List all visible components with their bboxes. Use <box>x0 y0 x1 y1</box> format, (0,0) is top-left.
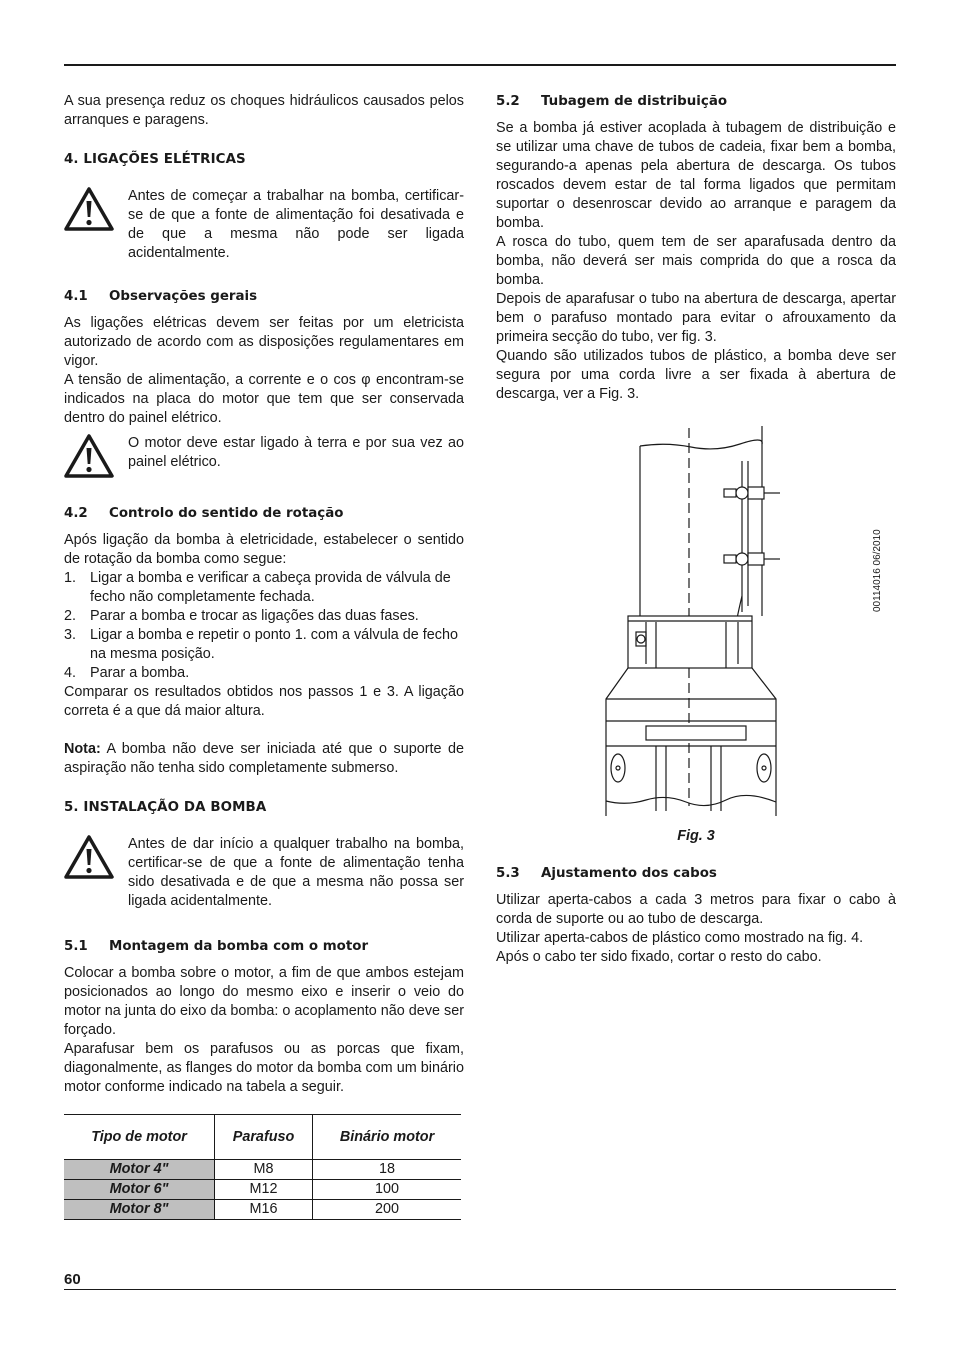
table-header: Parafuso <box>215 1115 313 1160</box>
header-rule <box>64 64 896 66</box>
clamp-upper <box>724 487 780 499</box>
table-cell: Motor 4" <box>64 1160 215 1180</box>
note-label: Nota: <box>64 741 101 757</box>
s41-paragraph-2: A tensão de alimentação, a corrente e o cos φ encontram-se indicados na placa do motor que tem que ser conservada dentro do painel elétrico. <box>64 372 464 426</box>
page-number: 60 <box>64 1271 81 1288</box>
warning-text-1: Antes de começar a trabalhar na bomba, certificar-se de que a fonte de alimentação foi desativada e de que a mesma não pode ser ligada acidentalmente. <box>128 188 464 261</box>
warning-text-2: O motor deve estar ligado à terra e por sua vez ao painel elétrico. <box>128 435 464 470</box>
section-4-2-title: 4.2 Controlo do sentido de rotação <box>64 506 344 521</box>
table-cell: Motor 8" <box>64 1200 215 1220</box>
table-cell: 200 <box>313 1200 461 1220</box>
clamp-lower <box>724 553 780 565</box>
s52-paragraph-1: Se a bomba já estiver acoplada à tubagem de distribuição e se utilizar uma chave de tubos de cadeia, fixar bem a bomba, segurando-a apenas pela abertura de descarga. Os tubos roscados devem estar de tal forma ligados que permitam suportar o desenroscar devido ao arranque e paragem da bomba. <box>496 120 896 231</box>
figure-code: 00114016 06/2010 <box>872 529 883 612</box>
list-item: 2. Parar a bomba e trocar as ligações das duas fases. <box>64 608 419 624</box>
section-5-3-title: 5.3 Ajustamento dos cabos <box>496 866 717 881</box>
warning-icon <box>64 835 114 879</box>
figure-caption: Fig. 3 <box>677 828 715 844</box>
s41-paragraph-1: As ligações elétricas devem ser feitas por um eletricista autorizado de acordo com as disposições regulamentares em vigor. <box>64 315 464 369</box>
table-row <box>64 1200 461 1220</box>
table-header: Binário motor <box>313 1115 461 1160</box>
section-5-title: 5. INSTALAÇÃO DA BOMBA <box>64 800 267 815</box>
s53-paragraph-1: Utilizar aperta-cabos a cada 3 metros para fixar o cabo à corda de suporte ou ao tubo de descarga. <box>496 892 896 927</box>
table-cell: M16 <box>215 1200 313 1220</box>
figure-3 <box>496 416 896 826</box>
footer-rule <box>64 1289 896 1290</box>
table-cell: M8 <box>215 1160 313 1180</box>
intro-paragraph: A sua presença reduz os choques hidráulicos causados pelos arranques e paragens. <box>64 93 464 128</box>
s42-paragraph-1: Após ligação da bomba à eletricidade, estabelecer o sentido de rotação da bomba como segue: <box>64 532 464 567</box>
note-text: A bomba não deve ser iniciada até que o suporte de aspiração não tenha sido completamente submerso. <box>64 741 464 776</box>
right-column <box>496 92 896 967</box>
warning-block-1 <box>64 187 464 263</box>
table-cell: M12 <box>215 1180 313 1200</box>
s53-paragraph-2: Utilizar aperta-cabos de plástico como mostrado na fig. 4. <box>496 930 864 946</box>
s53-paragraph-3: Após o cabo ter sido fixado, cortar o resto do cabo. <box>496 949 822 965</box>
list-item: 4. Parar a bomba. <box>64 665 190 681</box>
rotation-steps-list <box>64 569 464 683</box>
left-column <box>64 92 464 1220</box>
warning-icon <box>64 434 114 478</box>
section-4-1-title: 4.1 Observações gerais <box>64 289 258 304</box>
s51-paragraph-2: Aparafusar bem os parafusos ou as porcas que fixam, diagonalmente, as flanges do motor da bomba com um binário motor conforme indicado na tabela a seguir. <box>64 1041 464 1095</box>
warning-block-2 <box>64 434 464 478</box>
section-4-title: 4. LIGAÇÕES ELÉTRICAS <box>64 152 246 167</box>
warning-icon <box>64 187 114 231</box>
table-cell: 100 <box>313 1180 461 1200</box>
s52-paragraph-2: A rosca do tubo, quem tem de ser aparafusada dentro da bomba, não deverá ser mais comprida do que a rosca da bomba. <box>496 234 896 288</box>
s52-paragraph-3: Depois de aparafusar o tubo na abertura de descarga, apertar bem o parafuso montado para evitar o afrouxamento da primeira secção do tubo, ver fig. 3. <box>496 291 896 345</box>
list-item: 1. Ligar a bomba e verificar a cabeça provida de válvula de fecho não completamente fechada. <box>64 570 451 605</box>
table-cell: Motor 6" <box>64 1180 215 1200</box>
torque-table <box>64 1114 461 1220</box>
list-item: 3. Ligar a bomba e repetir o ponto 1. com a válvula de fecho na mesma posição. <box>64 627 458 662</box>
table-row <box>64 1180 461 1200</box>
pump-drawing <box>496 416 896 816</box>
table-header: Tipo de motor <box>64 1115 215 1160</box>
table-cell: 18 <box>313 1160 461 1180</box>
note-paragraph <box>64 740 464 778</box>
s51-paragraph-1: Colocar a bomba sobre o motor, a fim de que ambos estejam posicionados ao longo do mesmo eixo e inserir o veio do motor na junta do eixo da bomba: o acoplamento não deve ser forçado. <box>64 965 465 1038</box>
s52-paragraph-4: Quando são utilizados tubos de plástico, a bomba deve ser segura por uma corda livre a ser fixada à abertura de descarga, ver a Fig. 3. <box>496 348 896 402</box>
table-header-row <box>64 1115 461 1160</box>
s42-paragraph-2: Comparar os resultados obtidos nos passos 1 e 3. A ligação correta é a que dá maior altura. <box>64 684 464 719</box>
warning-block-3 <box>64 835 464 911</box>
section-5-1-title: 5.1 Montagem da bomba com o motor <box>64 939 369 954</box>
warning-text-3: Antes de dar início a qualquer trabalho na bomba, certificar-se de que a fonte de alimentação tenha sido desativada e de que a mesma não possa ser ligada acidentalmente. <box>128 836 464 909</box>
section-5-2-title: 5.2 Tubagem de distribuição <box>496 94 728 109</box>
table-row <box>64 1160 461 1180</box>
